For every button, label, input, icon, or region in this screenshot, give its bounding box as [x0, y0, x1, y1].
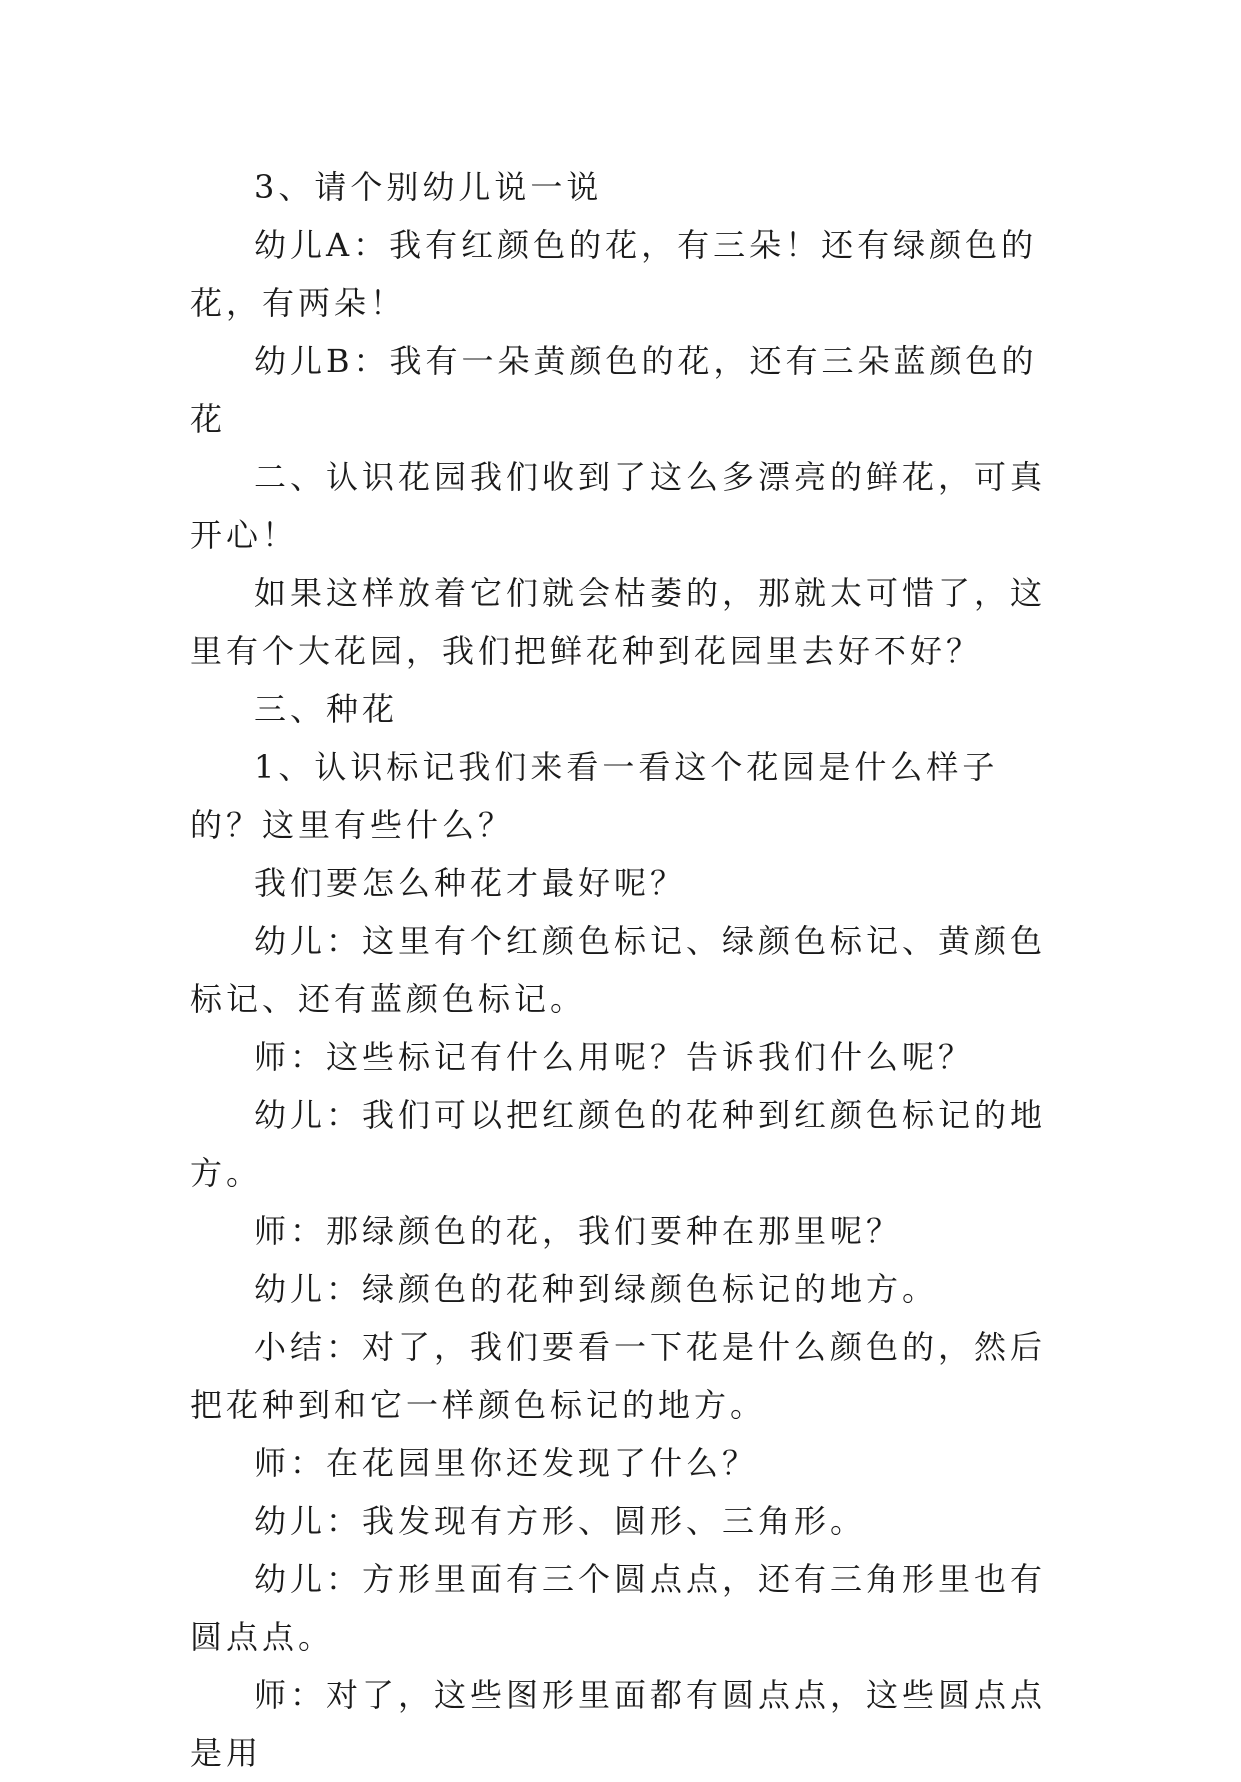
paragraph-12: 师：那绿颜色的花，我们要种在那里呢？ — [254, 1212, 903, 1250]
paragraph-10: 师：这些标记有什么用呢？告诉我们什么呢？ — [254, 1038, 975, 1076]
paragraph-13: 幼儿：绿颜色的花种到绿颜色标记的地方。 — [254, 1270, 939, 1308]
paragraph-14: 小结：对了，我们要看一下花是什么颜色的，然后把花种到和它一样颜色标记的地方。 — [190, 1328, 1047, 1424]
paragraph-9: 幼儿：这里有个红颜色标记、绿颜色标记、黄颜色标记、还有蓝颜色标记。 — [190, 922, 1047, 1018]
paragraph-4: 二、认识花园我们收到了这么多漂亮的鲜花，可真开心！ — [190, 458, 1047, 554]
paragraph-15: 师：在花园里你还发现了什么？ — [254, 1444, 759, 1482]
paragraph-6: 三、种花 — [254, 690, 399, 728]
paragraph-18: 师：对了，这些图形里面都有圆点点，这些圆点点是用 — [190, 1676, 1047, 1772]
paragraph-7: 1、认识标记我们来看一看这个花园是什么样子的？这里有些什么？ — [190, 748, 999, 844]
paragraph-1: 3、请个别幼儿说一说 — [254, 168, 603, 206]
paragraph-5: 如果这样放着它们就会枯萎的，那就太可惜了，这里有个大花园，我们把鲜花种到花园里去好不好？ — [190, 574, 1047, 670]
paragraph-2: 幼儿A：我有红颜色的花，有三朵！还有绿颜色的花，有两朵！ — [190, 226, 1038, 322]
paragraph-11: 幼儿：我们可以把红颜色的花种到红颜色标记的地方。 — [190, 1096, 1047, 1192]
paragraph-8: 我们要怎么种花才最好呢？ — [254, 864, 687, 902]
paragraph-16: 幼儿：我发现有方形、圆形、三角形。 — [254, 1502, 867, 1540]
paragraph-3: 幼儿B：我有一朵黄颜色的花，还有三朵蓝颜色的花 — [190, 342, 1038, 438]
document-body — [190, 158, 1052, 1782]
paragraph-17: 幼儿：方形里面有三个圆点点，还有三角形里也有圆点点。 — [190, 1560, 1047, 1656]
